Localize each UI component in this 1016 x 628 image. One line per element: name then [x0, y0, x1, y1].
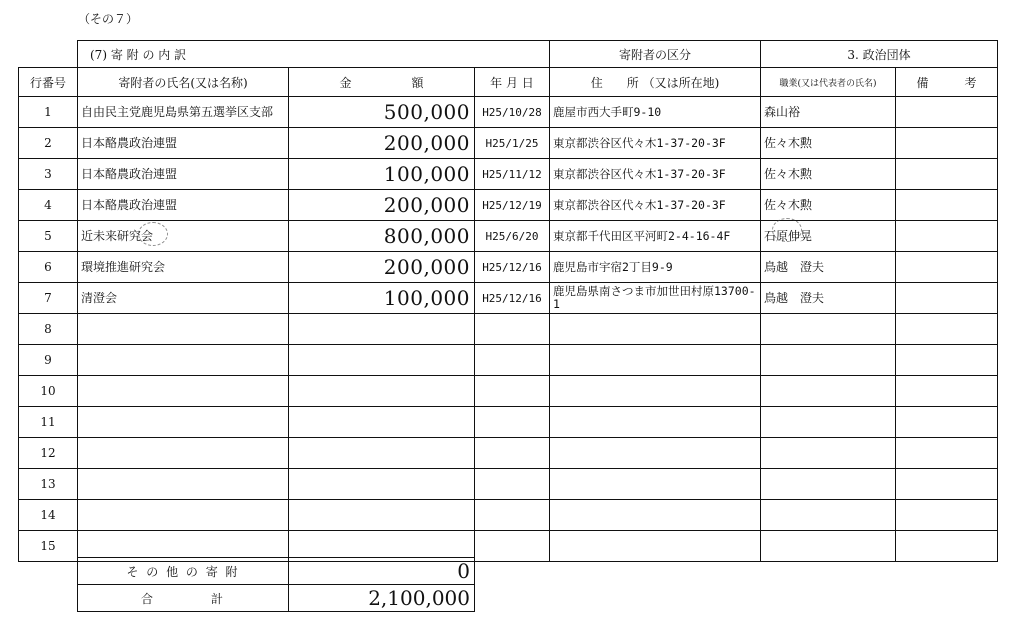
donor-representative: 佐々木勲 — [761, 128, 896, 159]
donation-date — [475, 531, 550, 562]
donor-address — [550, 314, 761, 345]
col-header-name: 寄附者の氏名(又は名称) — [78, 68, 289, 97]
donation-amount: 100,000 — [289, 159, 475, 190]
total-amount: 2,100,000 — [289, 585, 475, 612]
donor-remarks — [896, 407, 998, 438]
donor-name — [78, 438, 289, 469]
donor-remarks — [896, 97, 998, 128]
donor-name: 日本酪農政治連盟 — [78, 128, 289, 159]
donor-address: 東京都渋谷区代々木1-37-20-3F — [550, 190, 761, 221]
donation-amount: 200,000 — [289, 190, 475, 221]
table-row — [19, 97, 998, 128]
donor-category-label: 寄附者の区分 — [550, 41, 761, 68]
donor-representative: 森山裕 — [761, 97, 896, 128]
donation-date — [475, 314, 550, 345]
row-number: 14 — [19, 500, 78, 531]
donor-remarks — [896, 314, 998, 345]
row-number: 5 — [19, 221, 78, 252]
row-number: 10 — [19, 376, 78, 407]
donation-date — [475, 438, 550, 469]
donation-amount: 200,000 — [289, 128, 475, 159]
donation-date: H25/6/20 — [475, 221, 550, 252]
donation-date — [475, 469, 550, 500]
donation-date — [475, 345, 550, 376]
donor-representative: 鳥越 澄夫 — [761, 252, 896, 283]
other-donations-label: そ の 他 の 寄 附 — [78, 558, 289, 585]
donor-remarks — [896, 283, 998, 314]
donor-address: 東京都渋谷区代々木1-37-20-3F — [550, 159, 761, 190]
donor-remarks — [896, 438, 998, 469]
donor-representative — [761, 531, 896, 562]
donation-date — [475, 376, 550, 407]
donor-name — [78, 376, 289, 407]
donation-date: H25/10/28 — [475, 97, 550, 128]
table-row — [19, 190, 998, 221]
donor-address — [550, 531, 761, 562]
donor-name — [78, 345, 289, 376]
donor-address: 鹿屋市西大手町9-10 — [550, 97, 761, 128]
seal-stamp — [138, 222, 168, 246]
col-header-address: 住 所 （又は所在地) — [550, 68, 761, 97]
donor-remarks — [896, 252, 998, 283]
row-number: 15 — [19, 531, 78, 562]
donation-amount — [289, 500, 475, 531]
donation-amount: 100,000 — [289, 283, 475, 314]
row-number: 13 — [19, 469, 78, 500]
donation-date — [475, 500, 550, 531]
donor-representative: 佐々木勲 — [761, 190, 896, 221]
donor-representative — [761, 469, 896, 500]
row-number: 1 — [19, 97, 78, 128]
donor-remarks — [896, 531, 998, 562]
donation-date — [475, 407, 550, 438]
donation-amount — [289, 438, 475, 469]
donor-representative: 佐々木勲 — [761, 159, 896, 190]
row-number: 11 — [19, 407, 78, 438]
table-row — [19, 438, 998, 469]
donor-name: 近未来研究会 — [78, 221, 289, 252]
donation-date: H25/12/16 — [475, 283, 550, 314]
table-row — [19, 314, 998, 345]
column-header-row — [19, 68, 998, 97]
other-donations-amount: 0 — [289, 558, 475, 585]
row-number: 2 — [19, 128, 78, 159]
row-number: 6 — [19, 252, 78, 283]
col-header-remarks: 備 考 — [896, 68, 998, 97]
donor-name — [78, 407, 289, 438]
donation-date: H25/11/12 — [475, 159, 550, 190]
donor-address: 東京都渋谷区代々木1-37-20-3F — [550, 128, 761, 159]
donor-name — [78, 500, 289, 531]
table-row — [19, 500, 998, 531]
donor-address — [550, 345, 761, 376]
donor-representative — [761, 407, 896, 438]
row-number: 4 — [19, 190, 78, 221]
donor-remarks — [896, 190, 998, 221]
section-title: (7) 寄 附 の 内 訳 — [78, 41, 550, 68]
donation-amount — [289, 407, 475, 438]
col-header-row-no: 行番号 — [19, 68, 78, 97]
donor-address — [550, 500, 761, 531]
donation-amount — [289, 376, 475, 407]
row-number: 3 — [19, 159, 78, 190]
row-number: 12 — [19, 438, 78, 469]
donation-amount: 200,000 — [289, 252, 475, 283]
donor-representative — [761, 345, 896, 376]
donation-amount — [289, 469, 475, 500]
donation-amount — [289, 345, 475, 376]
page-label: （その７） — [78, 12, 139, 26]
donor-remarks — [896, 345, 998, 376]
table-row — [19, 128, 998, 159]
table-row — [19, 469, 998, 500]
donor-remarks — [896, 159, 998, 190]
donor-address — [550, 438, 761, 469]
row-number: 8 — [19, 314, 78, 345]
col-header-date: 年 月 日 — [475, 68, 550, 97]
total-label: 合 計 — [78, 585, 289, 612]
table-row — [19, 159, 998, 190]
donor-name: 自由民主党鹿児島県第五選挙区支部 — [78, 97, 289, 128]
donor-representative — [761, 500, 896, 531]
donor-representative: 石原伸晃 — [761, 221, 896, 252]
donor-name: 清澄会 — [78, 283, 289, 314]
corner-blank — [19, 41, 78, 68]
donor-address: 鹿児島県南さつま市加世田村原13700-1 — [550, 283, 761, 314]
donation-date: H25/12/16 — [475, 252, 550, 283]
donor-remarks — [896, 500, 998, 531]
donor-address — [550, 469, 761, 500]
donor-remarks — [896, 128, 998, 159]
donor-representative: 鳥越 澄夫 — [761, 283, 896, 314]
table-row — [19, 283, 998, 314]
col-header-job: 職業(又は代表者の氏名) — [761, 68, 896, 97]
donor-name: 日本酪農政治連盟 — [78, 159, 289, 190]
donation-amount: 500,000 — [289, 97, 475, 128]
donor-category-value: 3. 政治団体 — [761, 41, 998, 68]
table-row — [19, 407, 998, 438]
row-number: 9 — [19, 345, 78, 376]
table-row — [19, 376, 998, 407]
donation-date: H25/1/25 — [475, 128, 550, 159]
donation-date: H25/12/19 — [475, 190, 550, 221]
donor-address: 鹿児島市宇宿2丁目9-9 — [550, 252, 761, 283]
donor-address — [550, 376, 761, 407]
table-row — [19, 345, 998, 376]
donor-name — [78, 314, 289, 345]
donor-name — [78, 469, 289, 500]
donor-name: 環境推進研究会 — [78, 252, 289, 283]
donor-address — [550, 407, 761, 438]
seal-stamp — [772, 218, 802, 242]
donor-remarks — [896, 376, 998, 407]
donor-name: 日本酪農政治連盟 — [78, 190, 289, 221]
donation-amount: 800,000 — [289, 221, 475, 252]
donation-amount — [289, 314, 475, 345]
table-row — [19, 252, 998, 283]
col-header-amount: 金 額 — [289, 68, 475, 97]
row-number: 7 — [19, 283, 78, 314]
donor-remarks — [896, 469, 998, 500]
donation-table — [18, 40, 998, 562]
donor-representative — [761, 438, 896, 469]
donor-address: 東京都千代田区平河町2-4-16-4F — [550, 221, 761, 252]
donor-remarks — [896, 221, 998, 252]
donor-representative — [761, 376, 896, 407]
totals-table — [77, 557, 475, 612]
donor-representative — [761, 314, 896, 345]
